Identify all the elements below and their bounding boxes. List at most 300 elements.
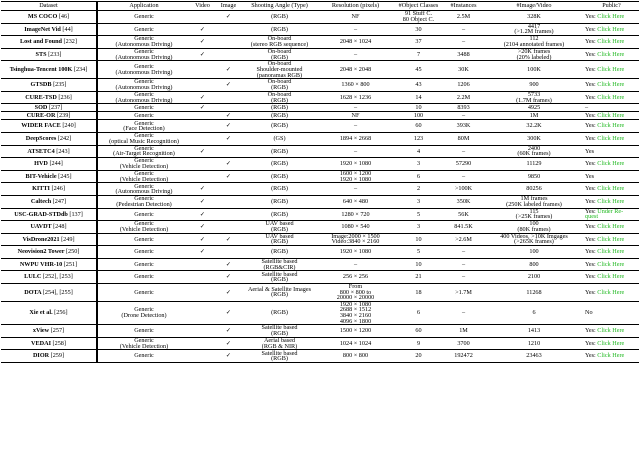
resolution-line: 1628 × 1236: [339, 93, 372, 101]
shooting-angle-line: On-board: [267, 91, 292, 98]
application-line: Generic: [134, 91, 154, 98]
public-cell: [584, 325, 639, 338]
resolution-line: 1280 × 720: [341, 210, 370, 218]
dataset-reference[interactable]: [237]: [48, 104, 63, 112]
application-cell: [97, 104, 190, 112]
header-public: Public?: [584, 2, 639, 11]
image-check-cell: ✓: [215, 61, 242, 79]
table-row: [1, 221, 639, 234]
instances-cell: [443, 233, 484, 246]
instances-cell: [443, 104, 484, 112]
image-video-line: 800: [529, 260, 539, 268]
dataset-reference[interactable]: [46]: [58, 13, 70, 20]
dataset-reference[interactable]: [256]: [54, 309, 68, 317]
application-line: (Autonomous Driving): [115, 188, 173, 196]
object-classes-line: 4: [416, 147, 421, 155]
dataset-name: ATSETC4: [27, 147, 57, 155]
image-video-cell: [484, 301, 584, 324]
video-check-cell: [190, 301, 215, 324]
public-status: No: [585, 309, 593, 317]
shooting-angle-cell: [242, 158, 317, 171]
dataset-reference[interactable]: [249]: [61, 235, 75, 243]
video-check-cell: ✓: [190, 208, 215, 221]
object-classes-cell: [394, 48, 443, 61]
shooting-angle-line: (RGB): [271, 210, 288, 218]
dataset-reference[interactable]: [257]: [50, 327, 65, 335]
shooting-angle-line: (GS): [273, 134, 286, 142]
object-classes-line: 20: [415, 352, 422, 360]
image-check-cell: ✓: [215, 284, 242, 302]
image-check-cell: [215, 23, 242, 36]
image-video-cell: [484, 48, 584, 61]
public-status: Yes:: [585, 25, 596, 33]
dataset-name-cell: [1, 120, 97, 133]
dataset-name: Neovision2 Tower: [17, 248, 66, 256]
video-check-cell: ✓: [190, 48, 215, 61]
resolution-line: –: [353, 122, 358, 130]
shooting-angle-cell: [242, 284, 317, 302]
shooting-angle-line: Aerial based: [263, 337, 296, 345]
public-cell: [584, 195, 639, 208]
object-classes-line: 6: [416, 309, 421, 317]
application-line: Generic: [134, 327, 154, 335]
table-row: [1, 158, 639, 171]
resolution-cell: [317, 91, 394, 104]
table-row: [1, 112, 639, 120]
dataset-name: VisDrone2021: [22, 235, 62, 243]
image-check-cell: [215, 221, 242, 234]
video-check-cell: [190, 170, 215, 183]
click-here-link[interactable]: Click Here: [597, 93, 625, 101]
image-video-line: 100: [529, 220, 539, 228]
public-status: Yes:: [585, 93, 596, 101]
shooting-angle-line: (stereo RGB sequence): [250, 40, 309, 48]
object-classes-line: 18: [415, 288, 422, 296]
shooting-angle-cell: [242, 183, 317, 196]
click-here-link[interactable]: Click Here: [597, 134, 625, 142]
application-line: (Autonomous Driving): [115, 68, 173, 76]
click-here-link[interactable]: Click Here: [597, 352, 625, 360]
image-video-line: (>265K frames): [514, 238, 554, 246]
application-line: Generic: [134, 13, 154, 20]
video-check-cell: ✓: [190, 221, 215, 234]
shooting-angle-line: (RGB): [271, 160, 288, 168]
shooting-angle-line: (RGB&CIR): [263, 263, 296, 271]
shooting-angle-cell: [242, 350, 317, 363]
image-video-line: (>25K frames): [515, 213, 553, 221]
dataset-reference[interactable]: [244]: [49, 160, 63, 168]
shooting-angle-line: (RGB): [271, 185, 288, 193]
shooting-angle-line: Shoulder-mounted: [256, 65, 303, 73]
resolution-line: 1080 × 540: [341, 223, 370, 231]
dataset-name: SOD: [34, 104, 49, 112]
dataset-name: Xie et al.: [29, 309, 55, 317]
resolution-line: 20000 × 20000: [336, 294, 375, 302]
instances-cell: [443, 11, 484, 24]
shooting-angle-line: (RGB): [271, 355, 288, 363]
application-line: (Air-Target Recognition): [113, 150, 175, 158]
dataset-reference[interactable]: [248]: [53, 223, 67, 231]
object-classes-line: 10: [415, 260, 422, 268]
object-classes-cell: [394, 170, 443, 183]
dataset-reference[interactable]: [243]: [56, 147, 70, 155]
application-cell: [97, 79, 190, 92]
application-line: Generic: [134, 260, 154, 268]
application-line: Generic: [134, 35, 154, 43]
instances-line: 350K: [456, 197, 471, 205]
image-video-cell: [484, 120, 584, 133]
application-cell: [97, 48, 190, 61]
resolution-line: 800 × 800: [342, 352, 369, 360]
public-cell: [584, 221, 639, 234]
video-check-cell: [190, 61, 215, 79]
instances-line: –: [461, 38, 466, 46]
application-line: (Autonomous Driving): [115, 83, 173, 91]
image-video-cell: [484, 337, 584, 350]
dataset-name-cell: [1, 208, 97, 221]
table-row: [1, 61, 639, 79]
shooting-angle-line: (RGB): [271, 25, 288, 33]
shooting-angle-line: (RGB): [271, 122, 288, 130]
image-check-cell: [215, 208, 242, 221]
application-cell: [97, 350, 190, 363]
object-classes-cell: [394, 79, 443, 92]
click-here-link[interactable]: Click Here: [597, 112, 625, 120]
public-cell: [584, 145, 639, 158]
click-here-link[interactable]: Click Here: [597, 185, 625, 193]
public-cell: [584, 91, 639, 104]
table-row: [1, 233, 639, 246]
image-check-cell: [215, 246, 242, 259]
dataset-reference[interactable]: [251]: [63, 260, 78, 268]
shooting-angle-line: Satellite based: [261, 349, 298, 357]
public-cell: [584, 183, 639, 196]
object-classes-line: 100: [413, 112, 424, 120]
table-row: [1, 145, 639, 158]
resolution-cell: [317, 61, 394, 79]
image-video-cell: [484, 132, 584, 145]
dataset-name-cell: [1, 195, 97, 208]
image-video-cell: [484, 79, 584, 92]
resolution-cell: [317, 48, 394, 61]
table-row: [1, 246, 639, 259]
image-video-cell: [484, 258, 584, 271]
shooting-angle-cell: [242, 11, 317, 24]
application-line: (Drone Detection): [121, 312, 167, 320]
resolution-line: 1920 × 1080: [339, 248, 372, 256]
click-here-link[interactable]: Click Here: [597, 223, 625, 231]
shooting-angle-line: (RGB): [271, 197, 288, 205]
dataset-reference[interactable]: [259]: [50, 352, 65, 360]
object-classes-line: 3: [416, 223, 421, 231]
public-status: Yes:: [585, 223, 596, 231]
resolution-cell: [317, 221, 394, 234]
shooting-angle-cell: [242, 195, 317, 208]
video-check-cell: [190, 325, 215, 338]
table-row: [1, 325, 639, 338]
instances-line: >2.6M: [455, 235, 472, 243]
shooting-angle-cell: [242, 325, 317, 338]
shooting-angle-line: (RGB): [271, 172, 288, 180]
public-status: Yes:: [585, 273, 596, 281]
image-video-cell: [484, 23, 584, 36]
application-line: Generic: [134, 104, 154, 112]
shooting-angle-cell: [242, 61, 317, 79]
image-video-cell: [484, 246, 584, 259]
object-classes-line: 30: [415, 25, 422, 33]
shooting-angle-line: (RGB): [271, 83, 288, 91]
dataset-reference[interactable]: [240]: [62, 122, 76, 130]
application-cell: [97, 325, 190, 338]
table-row: [1, 258, 639, 271]
resolution-cell: [317, 350, 394, 363]
dataset-reference[interactable]: [252], [253]: [42, 273, 73, 281]
instances-line: 8393: [457, 104, 470, 112]
public-status: Yes:: [585, 81, 596, 89]
image-video-line: (80K frames): [517, 225, 551, 233]
application-line: (Vehicle Detection): [119, 175, 169, 183]
application-line: Generic: [134, 112, 154, 120]
under-request-link[interactable]: quest: [585, 213, 599, 221]
object-classes-line: 14: [415, 93, 422, 101]
instances-line: 57290: [455, 160, 472, 168]
object-classes-cell: [394, 325, 443, 338]
object-classes-line: 37: [415, 38, 422, 46]
shooting-angle-cell: [242, 112, 317, 120]
dataset-reference[interactable]: [245]: [58, 172, 72, 180]
instances-cell: [443, 183, 484, 196]
table-row: [1, 91, 639, 104]
dataset-reference[interactable]: [137]: [69, 210, 83, 218]
video-check-cell: [190, 271, 215, 284]
application-line: Generic: [134, 63, 154, 71]
object-classes-line: 3: [416, 160, 421, 168]
shooting-angle-line: (RGB): [271, 147, 288, 155]
public-cell: [584, 104, 639, 112]
dataset-name: ImageNet Vid: [24, 25, 63, 33]
click-here-link[interactable]: Click Here: [597, 25, 625, 33]
shooting-angle-cell: [242, 221, 317, 234]
click-here-link[interactable]: Click Here: [597, 65, 625, 73]
application-line: (Face Detection): [123, 125, 165, 133]
shooting-angle-cell: [242, 48, 317, 61]
application-line: Generic: [134, 235, 154, 243]
resolution-line: NF: [351, 13, 360, 20]
image-video-line: 11129: [526, 160, 542, 168]
dataset-name-cell: [1, 48, 97, 61]
instances-cell: [443, 258, 484, 271]
click-here-link[interactable]: Click Here: [597, 288, 625, 296]
resolution-cell: [317, 195, 394, 208]
public-cell: [584, 112, 639, 120]
under-request-link[interactable]: Under Re-: [597, 208, 624, 215]
table-row: [1, 271, 639, 284]
dataset-reference[interactable]: [232]: [63, 38, 77, 46]
application-line: Generic: [134, 182, 154, 190]
object-classes-cell: [394, 208, 443, 221]
table-row: [1, 120, 639, 133]
application-line: Generic: [134, 248, 154, 256]
instances-cell: [443, 208, 484, 221]
resolution-line: 1894 × 2668: [339, 134, 372, 142]
dataset-reference[interactable]: [250]: [65, 248, 80, 256]
shooting-angle-line: (RGB): [271, 276, 288, 284]
dataset-name: KITTI: [32, 185, 52, 193]
instances-cell: [443, 350, 484, 363]
image-video-cell: [484, 271, 584, 284]
video-check-cell: ✓: [190, 145, 215, 158]
image-check-cell: ✓: [215, 132, 242, 145]
video-check-cell: [190, 258, 215, 271]
dataset-reference[interactable]: [233]: [48, 50, 62, 58]
dataset-name-cell: [1, 284, 97, 302]
instances-line: 30K: [458, 65, 469, 73]
application-cell: [97, 195, 190, 208]
object-classes-cell: [394, 221, 443, 234]
object-classes-cell: [394, 233, 443, 246]
resolution-line: Image:2000 × 1500: [331, 233, 380, 240]
dataset-reference[interactable]: [258]: [52, 339, 66, 347]
dataset-name: DeepScores: [25, 134, 58, 142]
dataset-reference[interactable]: [246]: [51, 185, 65, 193]
shooting-angle-line: (RGB): [271, 309, 288, 317]
click-here-link[interactable]: Click Here: [597, 38, 625, 46]
public-cell: [584, 258, 639, 271]
dataset-comparison-table: [1, 1, 639, 363]
click-here-link[interactable]: Click Here: [597, 122, 625, 130]
dataset-name-cell: [1, 145, 97, 158]
click-here-link[interactable]: Click Here: [597, 50, 625, 58]
instances-line: –: [461, 273, 466, 281]
application-cell: [97, 170, 190, 183]
image-video-line: 328K: [527, 13, 541, 20]
image-video-line: 900: [529, 81, 539, 89]
object-classes-line: 2: [416, 185, 421, 193]
image-check-cell: ✓: [215, 325, 242, 338]
image-video-line: (2104 annotated frames): [503, 40, 565, 48]
dataset-name: USC-GRAD-STDdb: [14, 210, 70, 218]
dataset-reference[interactable]: [234]: [73, 65, 88, 73]
click-here-link[interactable]: Click Here: [597, 13, 625, 20]
table-row: [1, 132, 639, 145]
video-check-cell: [190, 11, 215, 24]
instances-cell: [443, 91, 484, 104]
dataset-name: CURE-TSD: [25, 93, 59, 101]
image-video-line: 2400: [527, 145, 541, 152]
shooting-angle-cell: [242, 104, 317, 112]
public-status: Yes:: [585, 65, 596, 73]
public-cell: [584, 158, 639, 171]
public-cell: [584, 350, 639, 363]
click-here-link[interactable]: Click Here: [597, 235, 625, 243]
application-cell: [97, 120, 190, 133]
click-here-link[interactable]: Click Here: [597, 160, 625, 168]
application-cell: [97, 221, 190, 234]
shooting-angle-line: (RGB & NIR): [261, 342, 298, 350]
dataset-name: Tsinghua-Tencent 100K: [9, 65, 74, 73]
public-status: Yes: [585, 172, 595, 180]
video-check-cell: [190, 284, 215, 302]
object-classes-line: 123: [413, 134, 424, 142]
image-video-cell: [484, 145, 584, 158]
application-cell: [97, 246, 190, 259]
video-check-cell: ✓: [190, 195, 215, 208]
dataset-name-cell: [1, 325, 97, 338]
image-video-line: 4417: [527, 23, 541, 30]
click-here-link[interactable]: Click Here: [597, 273, 625, 281]
table-row: [1, 170, 639, 183]
object-classes-cell: [394, 132, 443, 145]
dataset-name-cell: [1, 337, 97, 350]
shooting-angle-line: Satellite based: [261, 258, 298, 266]
dataset-reference[interactable]: [44]: [62, 25, 73, 33]
click-here-link[interactable]: Click Here: [597, 327, 625, 335]
shooting-angle-cell: [242, 233, 317, 246]
image-video-cell: [484, 208, 584, 221]
application-line: (Pedestrian Detection): [116, 200, 172, 208]
application-line: (Vehicle Detection): [119, 225, 169, 233]
shooting-angle-cell: [242, 79, 317, 92]
image-check-cell: ✓: [215, 170, 242, 183]
application-line: Generic: [134, 195, 154, 203]
instances-cell: [443, 271, 484, 284]
click-here-link[interactable]: Click Here: [597, 248, 625, 256]
public-cell: [584, 48, 639, 61]
image-video-cell: [484, 36, 584, 49]
resolution-line: From: [348, 283, 363, 291]
shooting-angle-cell: [242, 91, 317, 104]
resolution-cell: [317, 246, 394, 259]
dataset-reference[interactable]: [254], [255]: [42, 288, 73, 296]
object-classes-line: 60: [415, 122, 422, 130]
click-here-link[interactable]: Click Here: [597, 339, 625, 347]
image-check-cell: ✓: [215, 158, 242, 171]
dataset-reference[interactable]: [235]: [53, 81, 67, 89]
public-cell: [584, 170, 639, 183]
dataset-name-cell: [1, 301, 97, 324]
object-classes-cell: [394, 258, 443, 271]
resolution-cell: [317, 170, 394, 183]
dataset-reference[interactable]: [239]: [57, 112, 71, 120]
dataset-reference[interactable]: [236]: [58, 93, 72, 101]
dataset-name: NWPU VHR-10: [19, 260, 64, 268]
resolution-cell: [317, 208, 394, 221]
image-video-line: 23463: [526, 352, 542, 360]
object-classes-line: 10: [415, 235, 422, 243]
shooting-angle-line: UAV based: [265, 220, 294, 228]
dataset-name: DOTA: [24, 288, 43, 296]
object-classes-line: 80 Object C.: [402, 15, 435, 23]
dataset-reference[interactable]: [242]: [57, 134, 72, 142]
dataset-name: MS COCO: [27, 13, 59, 20]
instances-line: 80M: [457, 134, 470, 142]
dataset-reference[interactable]: [247]: [52, 197, 67, 205]
resolution-cell: [317, 233, 394, 246]
image-video-line: 80256: [526, 185, 542, 193]
instances-cell: [443, 325, 484, 338]
click-here-link[interactable]: Click Here: [597, 260, 625, 268]
shooting-angle-line: On-board: [267, 78, 292, 86]
dataset-name: BIT-Vehicle: [25, 172, 59, 180]
click-here-link[interactable]: Click Here: [597, 197, 625, 205]
image-video-line: 300K: [527, 134, 541, 142]
resolution-cell: [317, 132, 394, 145]
video-check-cell: ✓: [190, 91, 215, 104]
image-video-line: 5733: [527, 91, 541, 98]
click-here-link[interactable]: Click Here: [597, 81, 625, 89]
image-check-cell: ✓: [215, 337, 242, 350]
instances-line: –: [461, 309, 466, 317]
